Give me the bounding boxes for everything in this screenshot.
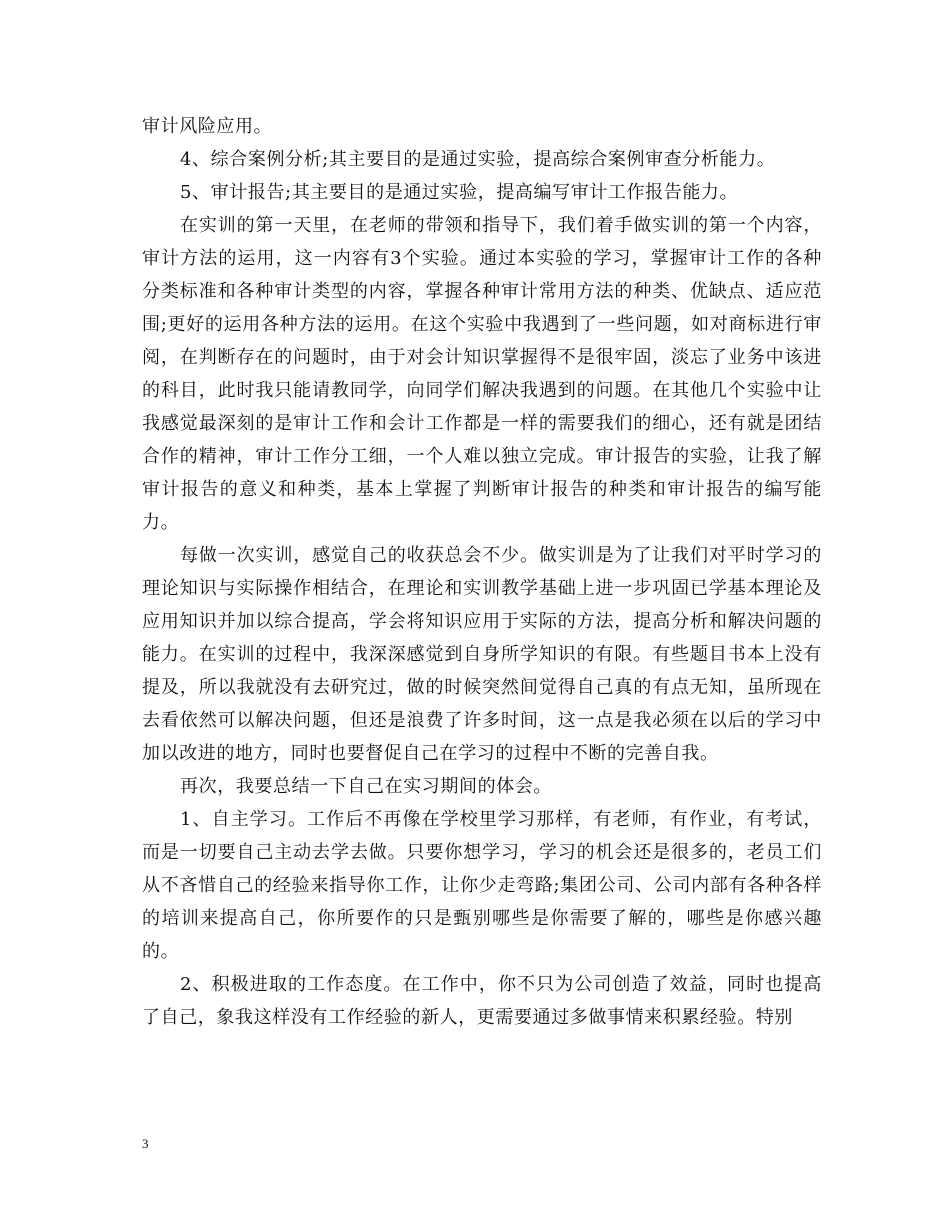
paragraph-8: 2、积极进取的工作态度。在工作中，你不只为公司创造了效益，同时也提高了自己，象我这样没有工作经验的新人，更需要通过多做事情来积累经验。特别 [142, 974, 822, 1028]
paragraph-7: 1、自主学习。工作后不再像在学校里学习那样，有老师，有作业，有考试，而是一切要自己主动去学去做。只要你想学习，学习的机会还是很多的，老员工们从不吝惜自己的经验来指导你工作，让你少走弯路;集团公司、公司内部有各种各样的培训来提高自己，你所要作的只是甄别哪些是你需要了解的，哪些是你感兴趣的。 [142, 809, 822, 962]
paragraph-1: 审计风险应用。 [142, 116, 273, 137]
paragraph-4: 在实训的第一天里，在老师的带领和指导下，我们着手做实训的第一个内容，审计方法的运用，这一内容有3个实验。通过本实验的学习，掌握审计工作的各种分类标准和各种审计类型的内容，掌握各种审计常用方法的种类、优缺点、适应范围;更好的运用各种方法的运用。在这个实验中我遇到了一些问题，如对商标进行审阅，在判断存在的问题时，由于对会计知识掌握得不是很牢固，淡忘了业务中该进的科目，此时我只能请教同学，向同学们解决我遇到的问题。在其他几个实验中让我感觉最深刻的是审计工作和会计工作都是一样的需要我们的细心，还有就是团结合作的精神，审计工作分工细，一个人难以独立完成。审计报告的实验，让我了解审计报告的意义和种类，基本上掌握了判断审计报告的种类和审计报告的编写能力。 [142, 215, 822, 533]
paragraph-2: 4、综合案例分析;其主要目的是通过实验，提高综合案例审查分析能力。 [180, 149, 776, 170]
document-body [142, 110, 822, 1034]
page-number: 3 [142, 1136, 149, 1151]
paragraph-5: 每做一次实训，感觉自己的收获总会不少。做实训是为了让我们对平时学习的理论知识与实际操作相结合，在理论和实训教学基础上进一步巩固已学基本理论及应用知识并加以综合提高，学会将知识应用于实际的方法，提高分析和解决问题的能力。在实训的过程中，我深深感觉到自身所学知识的有限。有些题目书本上没有提及，所以我就没有去研究过，做的时候突然间觉得自己真的有点无知，虽所现在去看依然可以解决问题，但还是浪费了许多时间，这一点是我必须在以后的学习中加以改进的地方，同时也要督促自己在学习的过程中不断的完善自我。 [142, 545, 822, 764]
paragraph-6: 再次，我要总结一下自己在实习期间的体会。 [180, 776, 552, 797]
paragraph-3: 5、审计报告;其主要目的是通过实验，提高编写审计工作报告能力。 [180, 182, 739, 203]
